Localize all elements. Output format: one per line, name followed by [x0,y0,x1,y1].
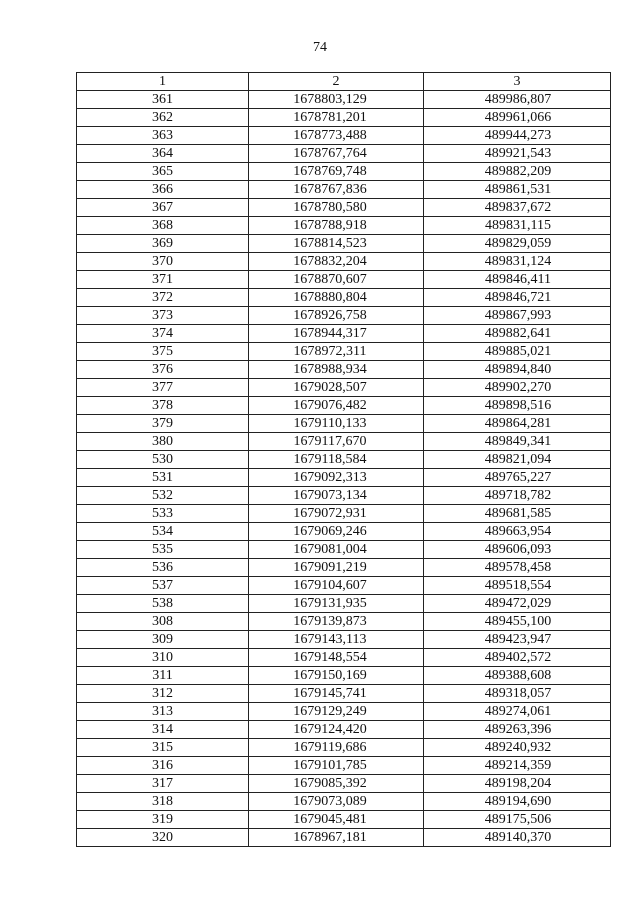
table-row [77,793,611,811]
y-coordinate-cell: 489214,359 [424,757,611,775]
table-row [77,199,611,217]
point-number-cell: 530 [77,451,249,469]
y-coordinate-cell: 489318,057 [424,685,611,703]
table-row [77,523,611,541]
y-coordinate-cell: 489882,641 [424,325,611,343]
table-row [77,613,611,631]
table-row [77,361,611,379]
table-row [77,703,611,721]
point-number-cell: 375 [77,343,249,361]
x-coordinate-cell: 1679101,785 [249,757,424,775]
y-coordinate-cell: 489849,341 [424,433,611,451]
y-coordinate-cell: 489140,370 [424,829,611,847]
table-row [77,271,611,289]
point-number-cell: 536 [77,559,249,577]
point-number-cell: 319 [77,811,249,829]
y-coordinate-cell: 489867,993 [424,307,611,325]
x-coordinate-cell: 1679124,420 [249,721,424,739]
point-number-cell: 532 [77,487,249,505]
x-coordinate-cell: 1679073,134 [249,487,424,505]
point-number-cell: 370 [77,253,249,271]
point-number-cell: 365 [77,163,249,181]
point-number-cell: 320 [77,829,249,847]
x-coordinate-cell: 1678814,523 [249,235,424,253]
x-coordinate-cell: 1679069,246 [249,523,424,541]
x-coordinate-cell: 1678773,488 [249,127,424,145]
x-coordinate-cell: 1678769,748 [249,163,424,181]
x-coordinate-cell: 1679145,741 [249,685,424,703]
x-coordinate-cell: 1678988,934 [249,361,424,379]
x-coordinate-cell: 1679076,482 [249,397,424,415]
x-coordinate-cell: 1679073,089 [249,793,424,811]
point-number-cell: 533 [77,505,249,523]
x-coordinate-cell: 1679091,219 [249,559,424,577]
y-coordinate-cell: 489882,209 [424,163,611,181]
table-row [77,469,611,487]
point-number-cell: 313 [77,703,249,721]
table-row [77,253,611,271]
y-coordinate-cell: 489885,021 [424,343,611,361]
y-coordinate-cell: 489921,543 [424,145,611,163]
x-coordinate-cell: 1679085,392 [249,775,424,793]
y-coordinate-cell: 489944,273 [424,127,611,145]
point-number-cell: 361 [77,91,249,109]
y-coordinate-cell: 489681,585 [424,505,611,523]
x-coordinate-cell: 1679092,313 [249,469,424,487]
y-coordinate-cell: 489175,506 [424,811,611,829]
y-coordinate-cell: 489831,124 [424,253,611,271]
point-number-cell: 309 [77,631,249,649]
x-coordinate-cell: 1678944,317 [249,325,424,343]
y-coordinate-cell: 489718,782 [424,487,611,505]
point-number-cell: 369 [77,235,249,253]
point-number-cell: 372 [77,289,249,307]
table-row [77,811,611,829]
y-coordinate-cell: 489821,094 [424,451,611,469]
point-number-cell: 538 [77,595,249,613]
y-coordinate-cell: 489455,100 [424,613,611,631]
table-row [77,307,611,325]
y-coordinate-cell: 489472,029 [424,595,611,613]
point-number-cell: 377 [77,379,249,397]
y-coordinate-cell: 489578,458 [424,559,611,577]
x-coordinate-cell: 1679129,249 [249,703,424,721]
x-coordinate-cell: 1678767,836 [249,181,424,199]
y-coordinate-cell: 489986,807 [424,91,611,109]
x-coordinate-cell: 1679081,004 [249,541,424,559]
table-row [77,775,611,793]
x-coordinate-cell: 1678832,204 [249,253,424,271]
point-number-cell: 366 [77,181,249,199]
x-coordinate-cell: 1679104,607 [249,577,424,595]
table-row [77,433,611,451]
table-row [77,145,611,163]
x-coordinate-cell: 1679117,670 [249,433,424,451]
table-row [77,127,611,145]
table-body [77,91,611,847]
x-coordinate-cell: 1678781,201 [249,109,424,127]
x-coordinate-cell: 1678803,129 [249,91,424,109]
table-row [77,721,611,739]
table-row [77,451,611,469]
y-coordinate-cell: 489423,947 [424,631,611,649]
table-row [77,685,611,703]
x-coordinate-cell: 1679131,935 [249,595,424,613]
x-coordinate-cell: 1678967,181 [249,829,424,847]
table-row [77,541,611,559]
y-coordinate-cell: 489194,690 [424,793,611,811]
point-number-cell: 374 [77,325,249,343]
table-row [77,109,611,127]
y-coordinate-cell: 489402,572 [424,649,611,667]
y-coordinate-cell: 489663,954 [424,523,611,541]
point-number-cell: 318 [77,793,249,811]
y-coordinate-cell: 489388,608 [424,667,611,685]
point-number-cell: 534 [77,523,249,541]
table-row [77,379,611,397]
point-number-cell: 376 [77,361,249,379]
x-coordinate-cell: 1678972,311 [249,343,424,361]
table-row [77,487,611,505]
x-coordinate-cell: 1678788,918 [249,217,424,235]
table-row [77,577,611,595]
point-number-cell: 379 [77,415,249,433]
point-number-cell: 317 [77,775,249,793]
y-coordinate-cell: 489864,281 [424,415,611,433]
x-coordinate-cell: 1679028,507 [249,379,424,397]
table-row [77,235,611,253]
y-coordinate-cell: 489837,672 [424,199,611,217]
table-row [77,163,611,181]
y-coordinate-cell: 489829,059 [424,235,611,253]
point-number-cell: 371 [77,271,249,289]
table-row [77,559,611,577]
y-coordinate-cell: 489198,204 [424,775,611,793]
point-number-cell: 311 [77,667,249,685]
y-coordinate-cell: 489274,061 [424,703,611,721]
y-coordinate-cell: 489518,554 [424,577,611,595]
point-number-cell: 364 [77,145,249,163]
point-number-cell: 308 [77,613,249,631]
point-number-cell: 531 [77,469,249,487]
x-coordinate-cell: 1679139,873 [249,613,424,631]
y-coordinate-cell: 489898,516 [424,397,611,415]
table-row [77,505,611,523]
table-row [77,667,611,685]
y-coordinate-cell: 489894,840 [424,361,611,379]
table-row [77,757,611,775]
y-coordinate-cell: 489606,093 [424,541,611,559]
point-number-cell: 368 [77,217,249,235]
y-coordinate-cell: 489902,270 [424,379,611,397]
x-coordinate-cell: 1678870,607 [249,271,424,289]
y-coordinate-cell: 489846,721 [424,289,611,307]
x-coordinate-cell: 1679072,931 [249,505,424,523]
table-row [77,325,611,343]
table-row [77,181,611,199]
coordinates-table [76,72,611,847]
y-coordinate-cell: 489765,227 [424,469,611,487]
point-number-cell: 362 [77,109,249,127]
table-row [77,91,611,109]
x-coordinate-cell: 1678926,758 [249,307,424,325]
header-row [77,73,611,91]
x-coordinate-cell: 1679118,584 [249,451,424,469]
point-number-cell: 310 [77,649,249,667]
point-number-cell: 373 [77,307,249,325]
y-coordinate-cell: 489831,115 [424,217,611,235]
table-row [77,397,611,415]
point-number-cell: 312 [77,685,249,703]
table-row [77,217,611,235]
x-coordinate-cell: 1679110,133 [249,415,424,433]
x-coordinate-cell: 1679150,169 [249,667,424,685]
point-number-cell: 316 [77,757,249,775]
y-coordinate-cell: 489861,531 [424,181,611,199]
point-number-cell: 378 [77,397,249,415]
table-row [77,343,611,361]
x-coordinate-cell: 1678880,804 [249,289,424,307]
column-header-point: 1 [77,73,249,91]
x-coordinate-cell: 1679045,481 [249,811,424,829]
column-header-x: 2 [249,73,424,91]
point-number-cell: 535 [77,541,249,559]
point-number-cell: 363 [77,127,249,145]
x-coordinate-cell: 1679119,686 [249,739,424,757]
point-number-cell: 380 [77,433,249,451]
x-coordinate-cell: 1678767,764 [249,145,424,163]
y-coordinate-cell: 489846,411 [424,271,611,289]
table-row [77,649,611,667]
y-coordinate-cell: 489263,396 [424,721,611,739]
x-coordinate-cell: 1679143,113 [249,631,424,649]
table-header [77,73,611,91]
table-row [77,289,611,307]
x-coordinate-cell: 1679148,554 [249,649,424,667]
point-number-cell: 367 [77,199,249,217]
y-coordinate-cell: 489240,932 [424,739,611,757]
point-number-cell: 537 [77,577,249,595]
table-row [77,631,611,649]
point-number-cell: 315 [77,739,249,757]
table-row [77,829,611,847]
table-row [77,739,611,757]
x-coordinate-cell: 1678780,580 [249,199,424,217]
column-header-y: 3 [424,73,611,91]
table-row [77,415,611,433]
point-number-cell: 314 [77,721,249,739]
page-number: 74 [313,40,327,55]
table-row [77,595,611,613]
y-coordinate-cell: 489961,066 [424,109,611,127]
